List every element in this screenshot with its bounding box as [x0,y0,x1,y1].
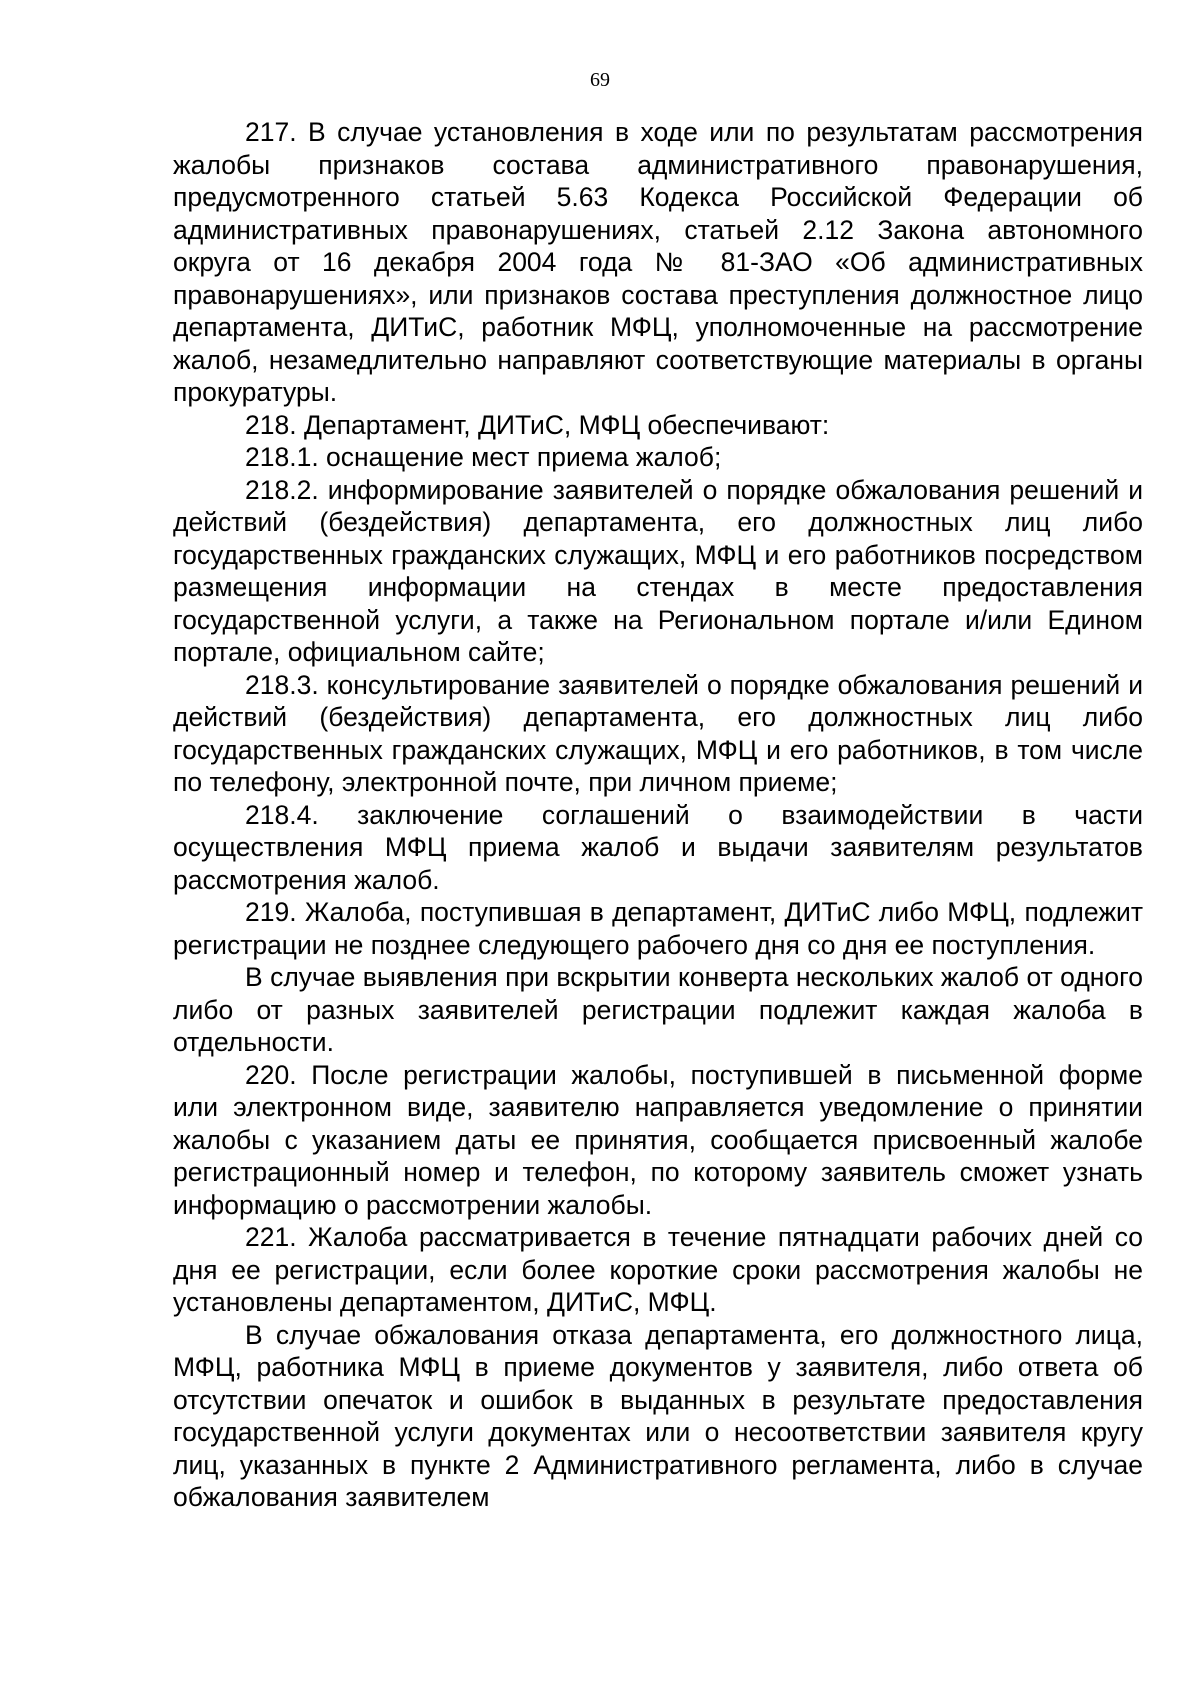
paragraph-218: 218. Департамент, ДИТиС, МФЦ обеспечивают: [245,409,830,440]
paragraph-219: 219. Жалоба, поступившая в департамент, ДИТиС либо МФЦ, подлежит регистрации не позднее следующего рабочего дня со дня ее поступления. [173,897,1143,960]
paragraph-221: 221. Жалоба рассматривается в течение пятнадцати рабочих дней со дня ее регистрации, если более короткие сроки рассмотрения жалобы не установлены департаментом, ДИТиС, МФЦ. [173,1222,1143,1317]
document-body [173,116,1143,1514]
paragraph-217: 217. В случае установления в ходе или по результатам рассмотрения жалобы признаков состава административного правонарушения, предусмотренного статьей 5.63 Кодекса Российской Федерации об административных правонарушениях, статьей 2.12 Закона автономного округа от 16 декабря 2004 года № 81-ЗАО «Об административных правонарушениях», или признаков состава преступления должностное лицо департамента, ДИТиС, работник МФЦ, уполномоченные на рассмотрение жалоб, незамедлительно направляют соответствующие материалы в органы прокуратуры. [173,117,1143,407]
paragraph-218-3: 218.3. консультирование заявителей о порядке обжалования решений и действий (бездействия) департамента, его должностных лиц либо государственных гражданских служащих, МФЦ и его работников, в том числе по телефону, электронной почте, при личном приеме; [173,669,1143,797]
paragraph-219-cont: В случае выявления при вскрытии конверта нескольких жалоб от одного либо от разных заявителей регистрации подлежит каждая жалоба в отдельности. [173,962,1143,1057]
paragraph-218-2: 218.2. информирование заявителей о порядке обжалования решений и действий (бездействия) департамента, его должностных лиц либо государственных гражданских служащих, МФЦ и его работников посредством размещения информации на стендах в месте предоставления государственной услуги, а также на Региональном портале и/или Едином портале, официальном сайте; [173,474,1143,667]
paragraph-218-4: 218.4. заключение соглашений о взаимодействии в части осуществления МФЦ приема жалоб и выдачи заявителям результатов рассмотрения жалоб. [173,799,1143,895]
page-number: 69 [590,69,610,91]
paragraph-220: 220. После регистрации жалобы, поступившей в письменной форме или электронном виде, заявителю направляется уведомление о принятии жалобы с указанием даты ее принятия, сообщается присвоенный жалобе регистрационный номер и телефон, по которому заявитель сможет узнать информацию о рассмотрении жалобы. [173,1059,1143,1220]
paragraph-218-1: 218.1. оснащение мест приема жалоб; [245,442,722,472]
paragraph-221-cont: В случае обжалования отказа департамента, его должностного лица, МФЦ, работника МФЦ в приеме документов у заявителя, либо ответа об отсутствии опечаток и ошибок в выданных в результате предоставления государственной услуги документах или о несоответствии заявителя кругу лиц, указанных в пункте 2 Административного регламента, либо в случае обжалования заявителем [173,1319,1143,1512]
